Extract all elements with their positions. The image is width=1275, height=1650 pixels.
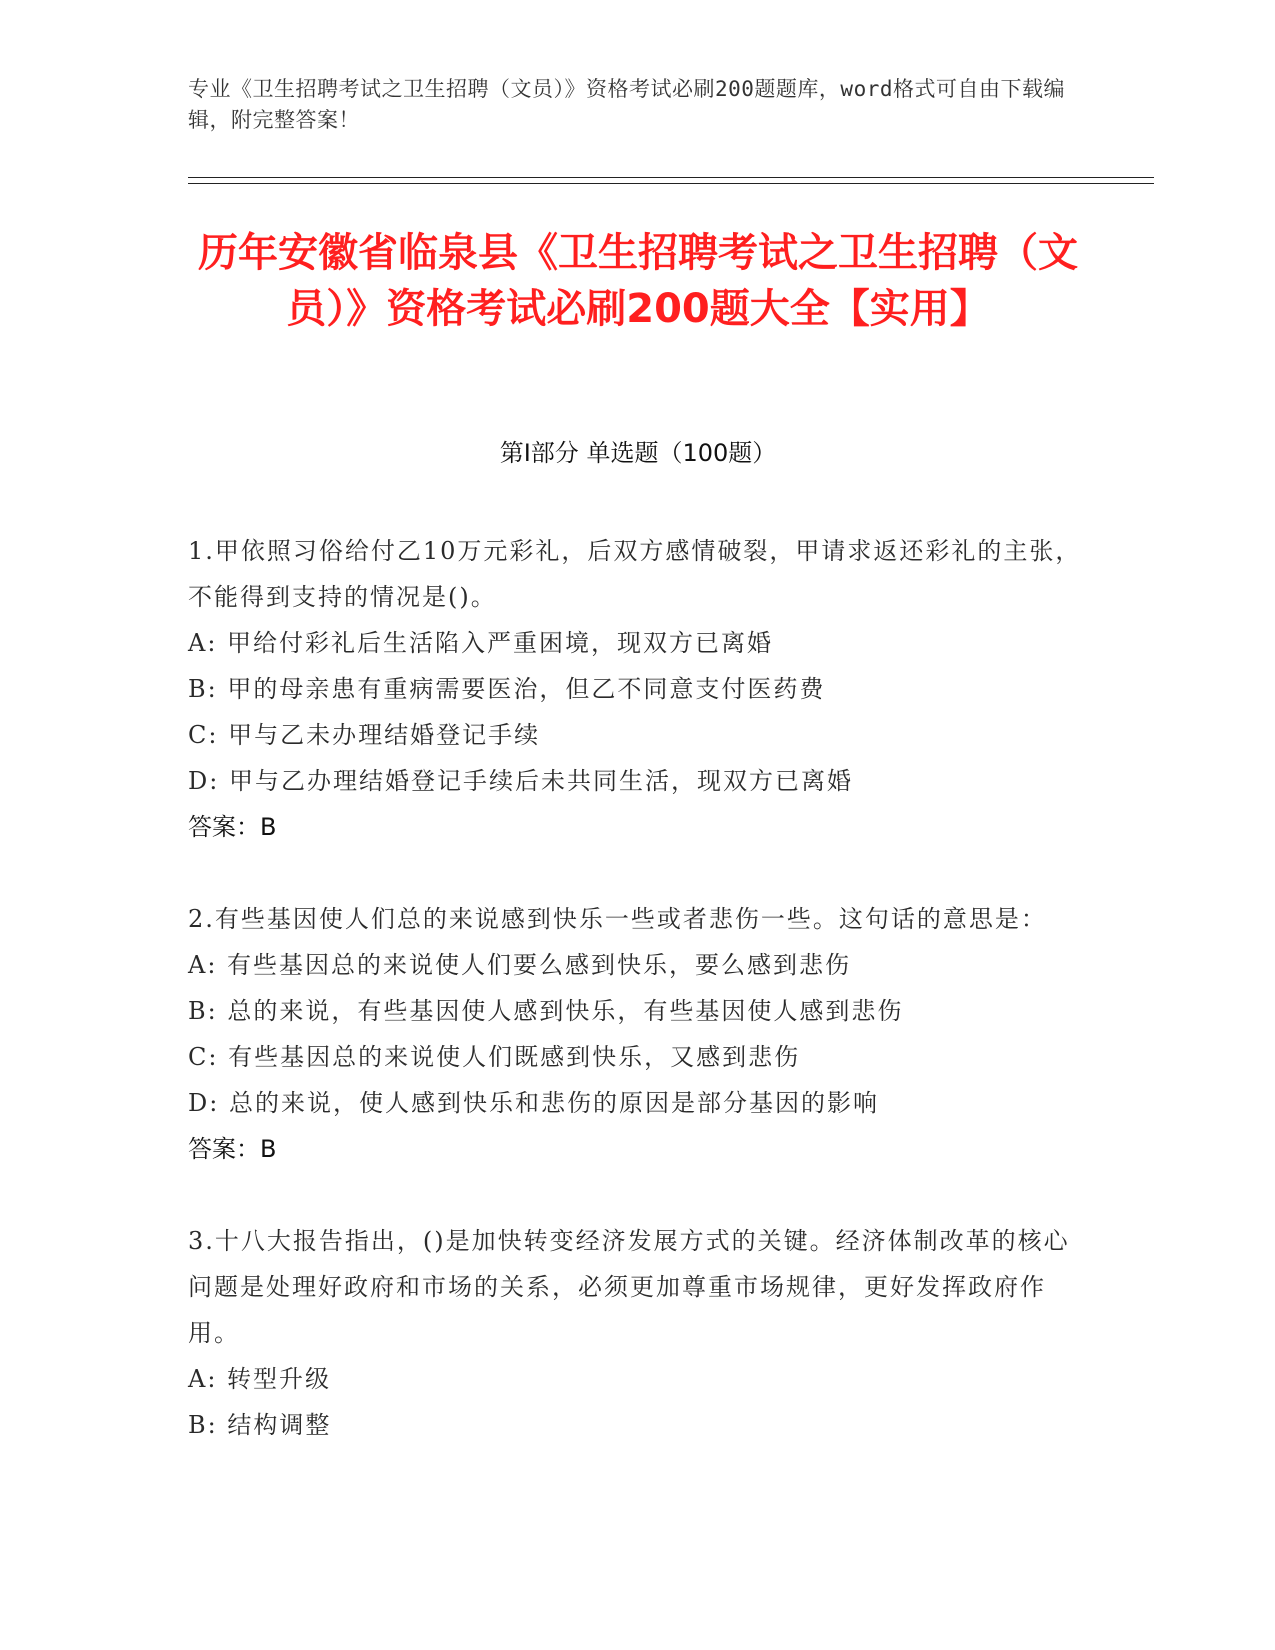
question-1 — [188, 528, 1088, 850]
option-c: C: 有些基因总的来说使人们既感到快乐，又感到悲伤 — [188, 1043, 801, 1071]
header-note: 专业《卫生招聘考试之卫生招聘（文员）》资格考试必刷200题题库，word格式可自由下载编辑，附完整答案！ — [188, 77, 1065, 132]
option-d: D: 甲与乙办理结婚登记手续后未共同生活，现双方已离婚 — [188, 767, 853, 795]
option-b: B: 甲的母亲患有重病需要医治，但乙不同意支付医药费 — [188, 675, 826, 703]
answer: 答案：B — [188, 813, 277, 841]
header-divider-bottom — [188, 183, 1154, 184]
question-stem: 1.甲依照习俗给付乙10万元彩礼，后双方感情破裂，甲请求返还彩礼的主张，不能得到支持的情况是()。 — [188, 537, 1082, 611]
option-b: B: 总的来说，有些基因使人感到快乐，有些基因使人感到悲伤 — [188, 997, 904, 1025]
question-stem: 2.有些基因使人们总的来说感到快乐一些或者悲伤一些。这句话的意思是： — [188, 905, 1047, 933]
question-2 — [188, 896, 1088, 1172]
question-list — [188, 528, 1088, 1494]
option-c: C: 甲与乙未办理结婚登记手续 — [188, 721, 541, 749]
option-a: A: 有些基因总的来说使人们要么感到快乐，要么感到悲伤 — [188, 951, 852, 979]
option-b: B: 结构调整 — [188, 1411, 332, 1439]
document-title: 历年安徽省临泉县《卫生招聘考试之卫生招聘（文员）》资格考试必刷200题大全【实用】 — [198, 230, 1078, 332]
option-a: A: 转型升级 — [188, 1365, 332, 1393]
header-divider-top — [188, 177, 1154, 178]
question-stem: 3.十八大报告指出，()是加快转变经济发展方式的关键。经济体制改革的核心问题是处理好政府和市场的关系，必须更加尊重市场规律，更好发挥政府作用。 — [188, 1227, 1070, 1347]
question-3 — [188, 1218, 1088, 1448]
option-d: D: 总的来说，使人感到快乐和悲伤的原因是部分基因的影响 — [188, 1089, 879, 1117]
option-a: A: 甲给付彩礼后生活陷入严重困境，现双方已离婚 — [188, 629, 774, 657]
answer: 答案：B — [188, 1135, 277, 1163]
section-title: 第I部分 单选题（100题） — [499, 439, 777, 467]
